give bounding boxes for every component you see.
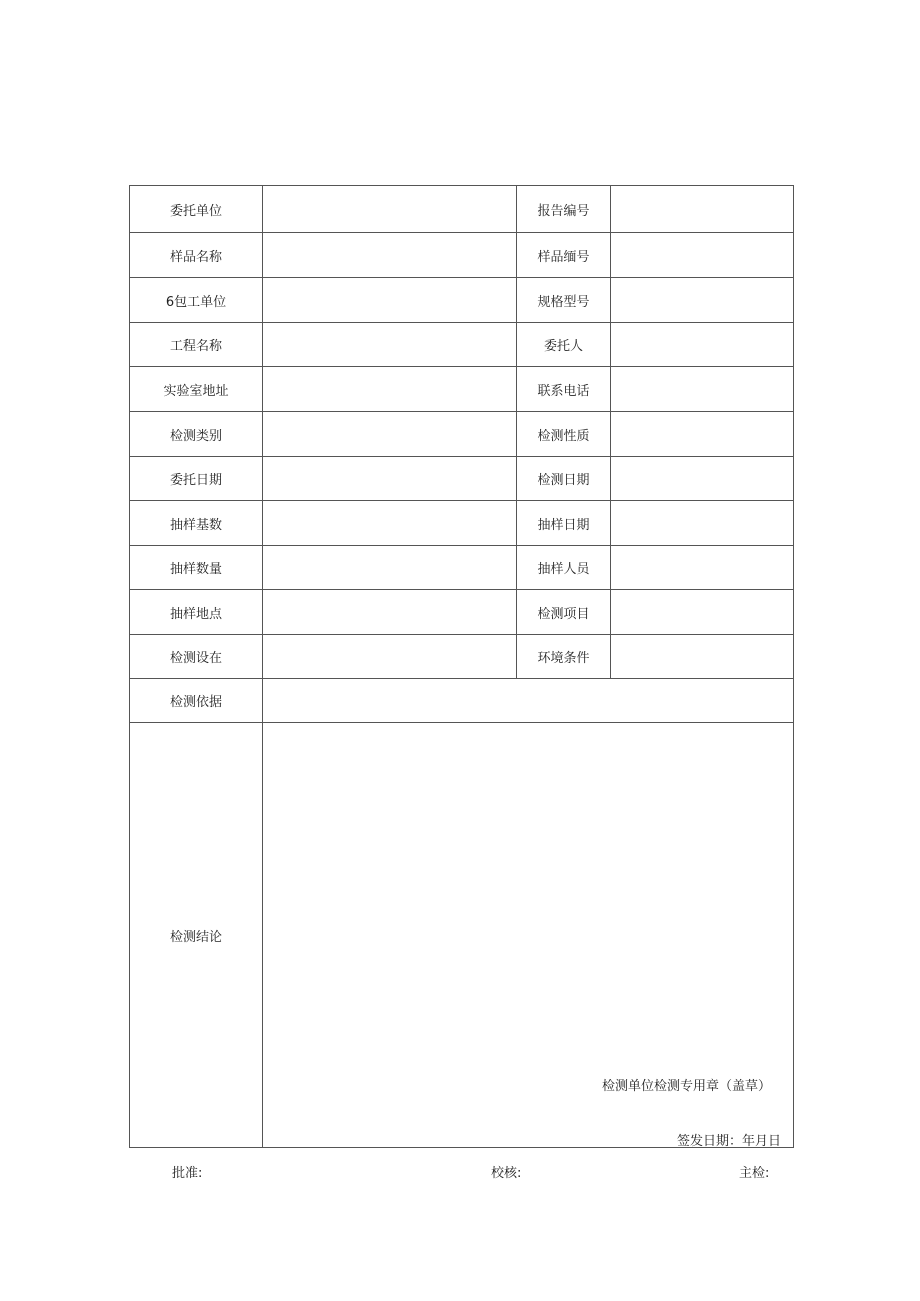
test-basis-field[interactable] [263,679,794,723]
test-category-field[interactable] [263,412,517,457]
inspector-label: 主检: [739,1166,770,1181]
sample-number-label: 样品缅号 [517,233,611,278]
form-row [130,186,794,233]
phone-label: 联系电话 [517,367,611,412]
stamp-text: 检测单位检测专用章（盖草） [601,1079,771,1094]
report-number-field[interactable] [611,186,794,233]
form-row [130,723,794,1148]
client-person-label: 委托人 [517,323,611,367]
test-equipment-label: 检测设在 [130,635,263,679]
sampling-location-label: 抽样地点 [130,590,263,635]
form-row [130,323,794,367]
test-items-field[interactable] [611,590,794,635]
sample-name-field[interactable] [263,233,517,278]
form-row [130,679,794,723]
sampling-staff-field[interactable] [611,546,794,590]
project-name-field[interactable] [263,323,517,367]
test-nature-field[interactable] [611,412,794,457]
project-name-label: 工程名称 [130,323,263,367]
form-row [130,590,794,635]
environment-label: 环境条件 [517,635,611,679]
sampling-quantity-field[interactable] [263,546,517,590]
test-basis-label: 检测依据 [130,679,263,723]
spec-model-field[interactable] [611,278,794,323]
report-number-label: 报告编号 [517,186,611,233]
form-row [130,546,794,590]
test-category-label: 检测类别 [130,412,263,457]
client-unit-label: 委托单位 [130,186,263,233]
issue-date-text: 签发日期：年月日 [676,1134,781,1149]
sampling-location-field[interactable] [263,590,517,635]
test-conclusion-label: 检测结论 [130,723,263,1148]
sampling-quantity-label: 抽样数量 [130,546,263,590]
phone-field[interactable] [611,367,794,412]
inspection-report-form [129,185,794,1148]
lab-address-field[interactable] [263,367,517,412]
test-conclusion-field[interactable] [263,723,794,1148]
sampling-base-label: 抽样基数 [130,501,263,546]
environment-field[interactable] [611,635,794,679]
commission-date-field[interactable] [263,457,517,501]
form-row [130,457,794,501]
client-person-field[interactable] [611,323,794,367]
spec-model-label: 规格型号 [517,278,611,323]
form-row [130,367,794,412]
approve-label: 批准: [172,1166,203,1181]
sampling-date-field[interactable] [611,501,794,546]
sampling-date-label: 抽样日期 [517,501,611,546]
form-row [130,233,794,278]
test-date-field[interactable] [611,457,794,501]
client-unit-field[interactable] [263,186,517,233]
conclusion-area [263,723,793,1147]
sample-name-label: 样品名称 [130,233,263,278]
form-row [130,278,794,323]
form-row [130,412,794,457]
lab-address-label: 实验室地址 [130,367,263,412]
test-items-label: 检测项目 [517,590,611,635]
form-row [130,635,794,679]
test-date-label: 检测日期 [517,457,611,501]
sample-number-field[interactable] [611,233,794,278]
contractor-unit-field[interactable] [263,278,517,323]
test-nature-label: 检测性质 [517,412,611,457]
form-row [130,501,794,546]
test-equipment-field[interactable] [263,635,517,679]
sampling-staff-label: 抽样人员 [517,546,611,590]
commission-date-label: 委托日期 [130,457,263,501]
contractor-unit-label: 6包工单位 [130,278,263,323]
sampling-base-field[interactable] [263,501,517,546]
review-label: 校核: [491,1166,522,1181]
